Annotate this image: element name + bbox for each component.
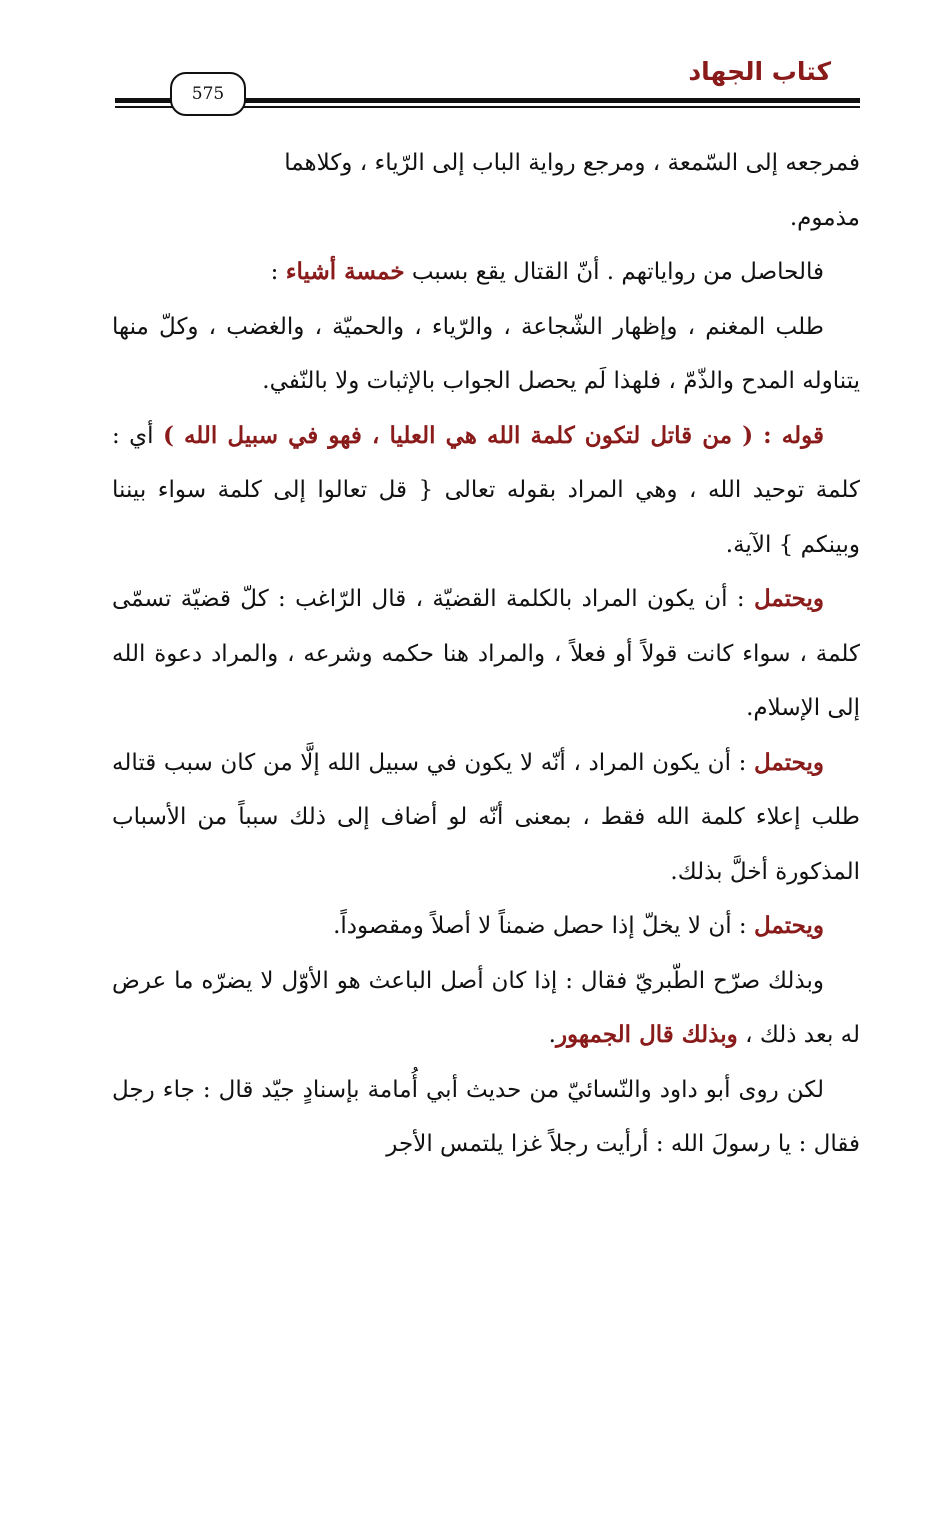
paragraph-1-line-2: مذموم.	[789, 204, 860, 231]
paragraph-3: طلب المغنم ، وإظهار الشّجاعة ، والرّياء ، والحميّة ، والغضب ، وكلّ منها يتناوله المدح والذّمّ ، فلهذا لَم يحصل الجواب بالإثبات ولا بالنّفي.	[112, 313, 860, 394]
highlight-yahtamil-3: ويحتمل	[753, 912, 824, 939]
highlight-yahtamil-2: ويحتمل	[753, 748, 824, 776]
page-number: 575	[170, 72, 246, 116]
paragraph-5: ويحتمل : أن يكون المراد بالكلمة القضيّة ، قال الرّاغب : كلّ قضيّة تسمّى كلمة ، سواء كانت قولاً أو فعلاً ، والمراد هنا حكمه وشرعه ، والمراد دعوة الله إلى الإسلام.	[112, 585, 860, 721]
paragraph-2: فالحاصل من رواياتهم . أنّ القتال يقع بسبب خمسة أشياء :	[270, 258, 824, 285]
paragraph-4: قوله : ( من قاتل لتكون كلمة الله هي العليا ، فهو في سبيل الله ) أي : كلمة توحيد الله ، وهي المراد بقوله تعالى { قل تعالوا إلى كلمة سواء بيننا وبينكم } الآية.	[112, 421, 860, 558]
paragraph-1-line-1: فمرجعه إلى السّمعة ، ومرجع رواية الباب إلى الرّياء ، وكلاهما	[284, 150, 860, 176]
highlight-yahtamil-1: ويحتمل	[753, 585, 824, 612]
book-title: كتاب الجهاد	[688, 57, 831, 86]
paragraph-7: ويحتمل : أن لا يخلّ إذا حصل ضمناً لا أصلاً ومقصوداً.	[333, 912, 824, 939]
paragraph-1	[112, 136, 860, 245]
paragraph-6: ويحتمل : أن يكون المراد ، أنّه لا يكون في سبيل الله إلَّا من كان سبب قتاله طلب إعلاء كلمة الله فقط ، بمعنى أنّه لو أضاف إلى ذلك سبباً من الأسباب المذكورة أخلَّ بذلك.	[112, 748, 860, 885]
paragraph-9: لكن روى أبو داود والنّسائيّ من حديث أبي أُمامة بإسنادٍ جيّد قال : جاء رجل فقال : يا رسولَ الله : أرأيت رجلاً غزا يلتمس الأجر	[112, 1076, 860, 1157]
hadith-quote: قوله : ( من قاتل لتكون كلمة الله هي العليا ، فهو في سبيل الله )	[162, 421, 824, 449]
page-body	[112, 136, 860, 1172]
highlight-five-things: خمسة أشياء	[285, 258, 405, 285]
paragraph-8: وبذلك صرّح الطّبريّ فقال : إذا كان أصل الباعث هو الأوّل لا يضرّه ما عرض له بعد ذلك ، وبذلك قال الجمهور.	[112, 967, 860, 1048]
highlight-jumhur: وبذلك قال الجمهور	[555, 1021, 738, 1048]
